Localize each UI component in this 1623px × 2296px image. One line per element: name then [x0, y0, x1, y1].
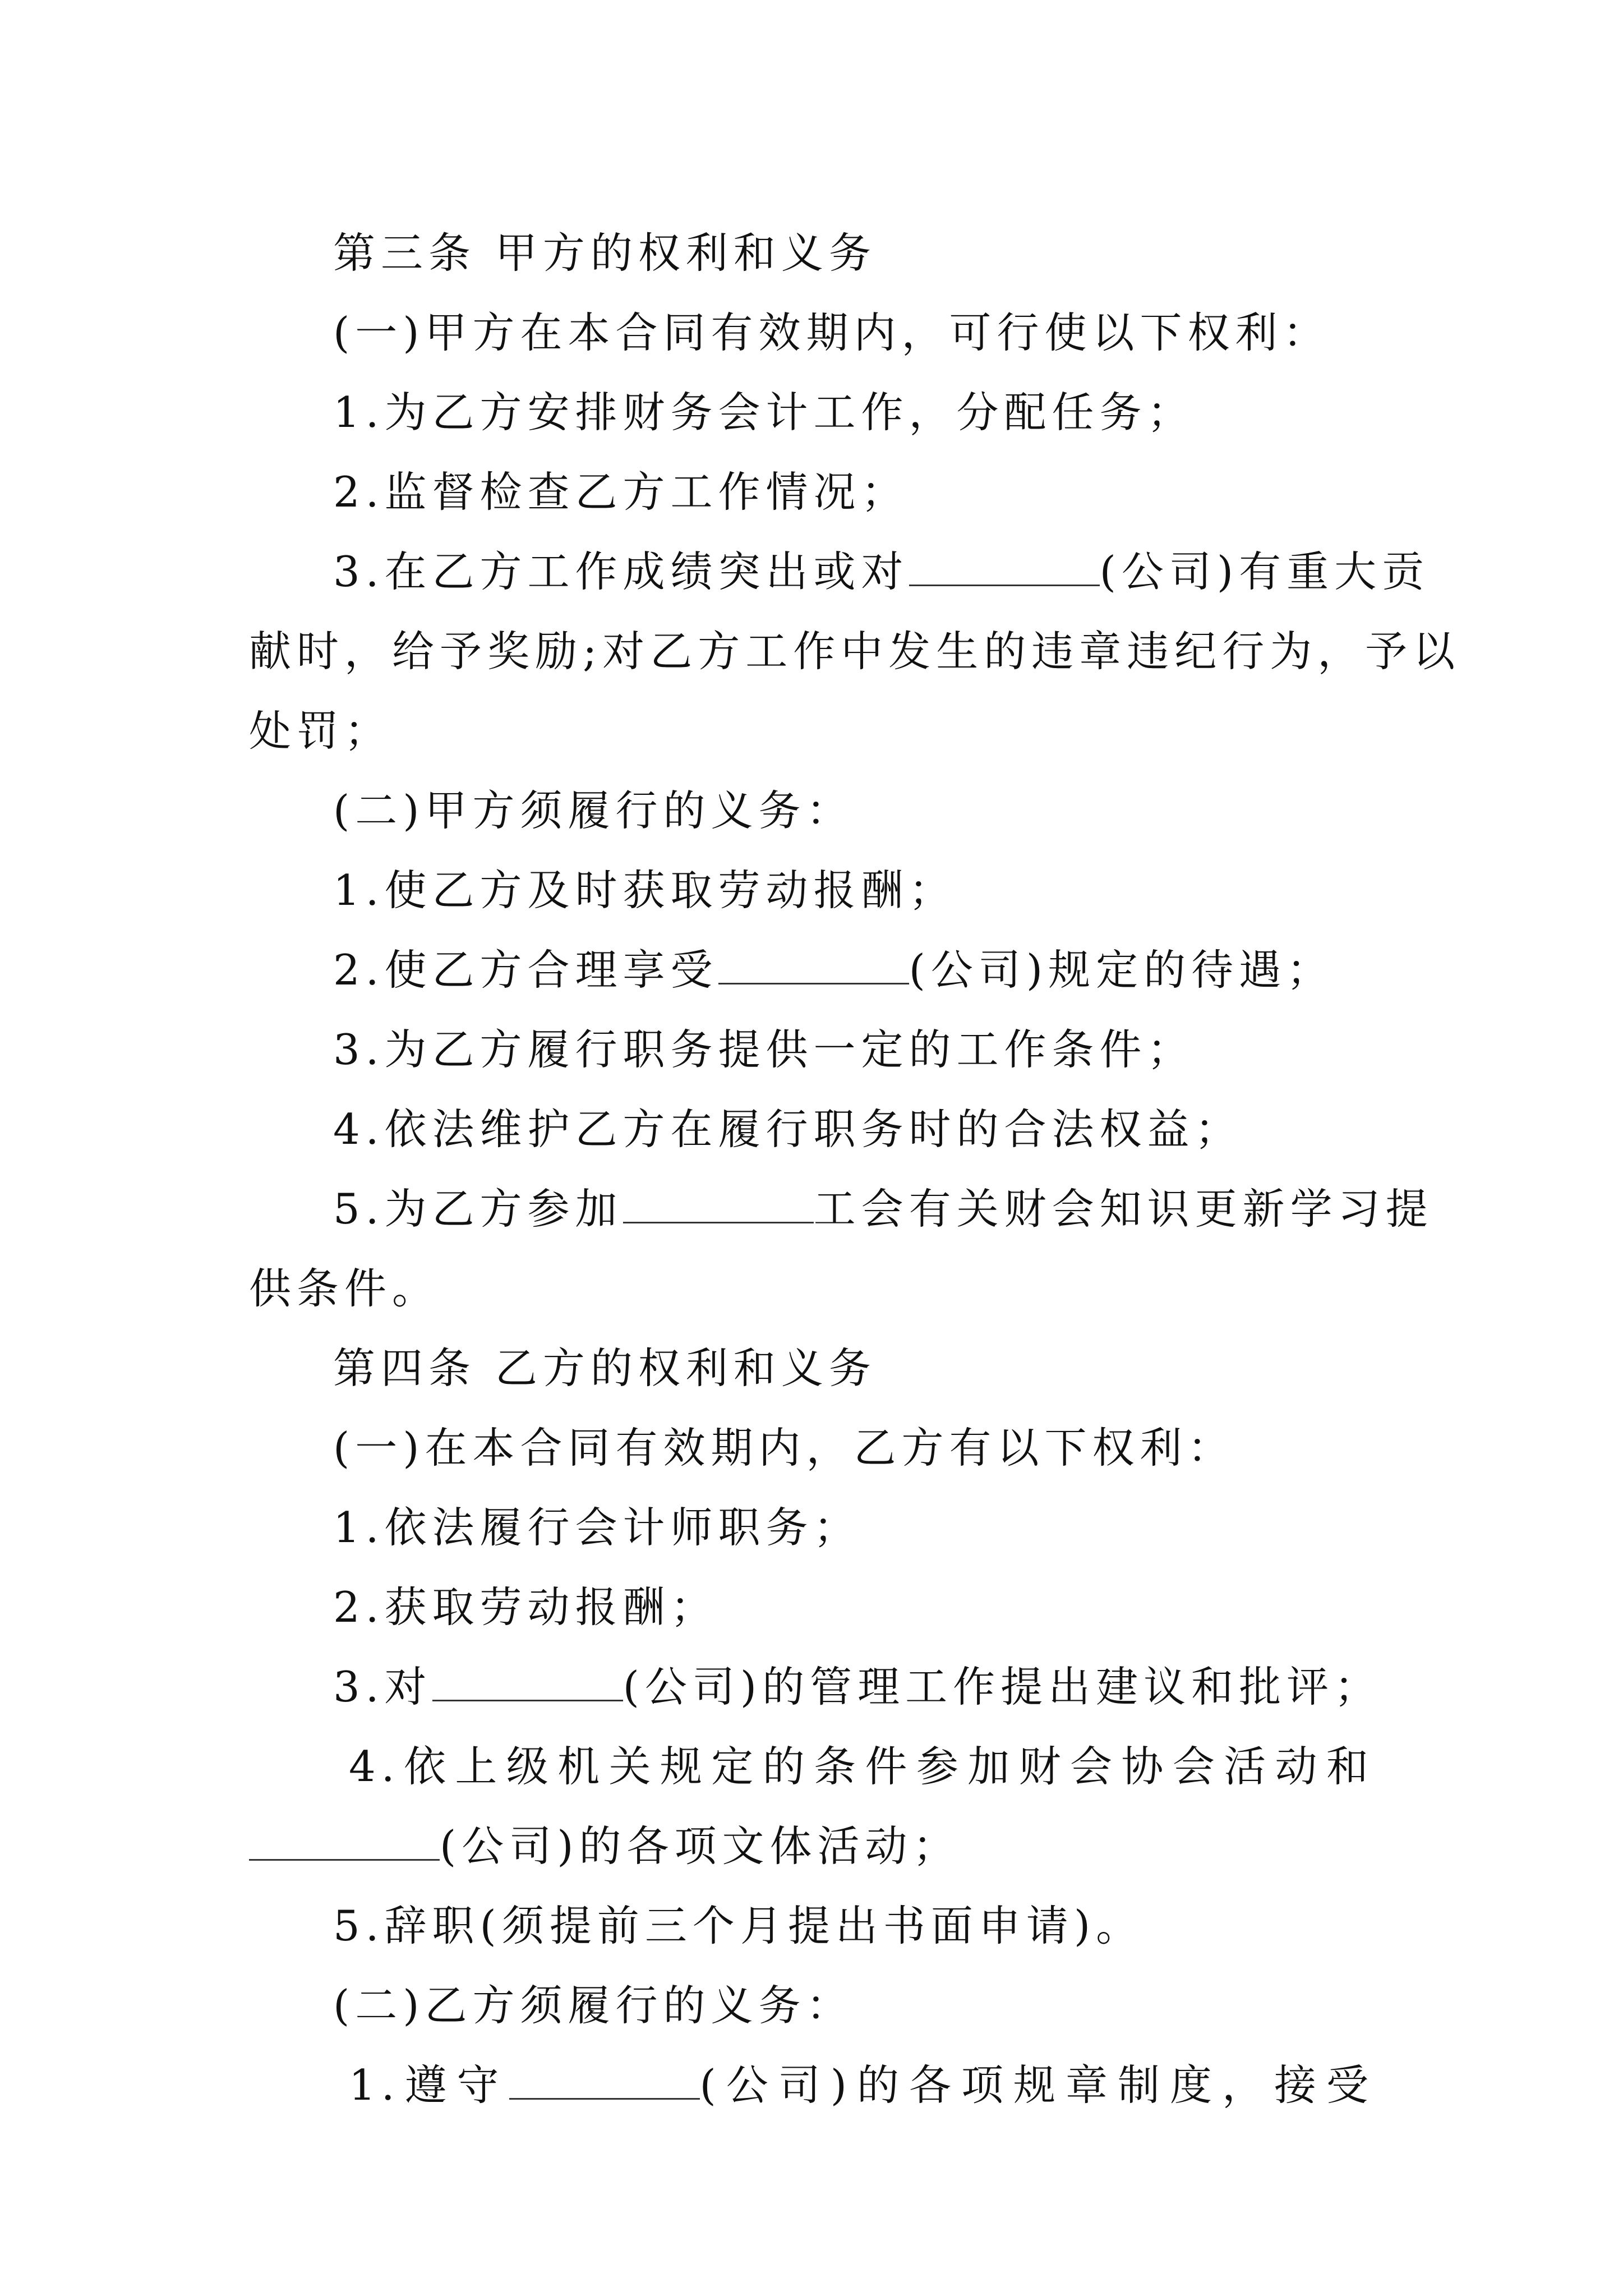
article-4-right-1: 1.依法履行会计师职务；	[333, 1503, 861, 1552]
article-4-right-3	[249, 1647, 1382, 1727]
text-segment: (公司)有重大贡	[1099, 547, 1430, 596]
fill-in-blank	[432, 1665, 623, 1701]
article-3-duty-3: 3.为乙方履行职务提供一定的工作条件；	[333, 1025, 1195, 1074]
article-3-right-3-line-3: 处罚；	[249, 706, 393, 756]
article-3-right-2: 2.监督检查乙方工作情况；	[333, 467, 909, 517]
article-3-duty-2	[249, 930, 1374, 1010]
text-segment: (公司)规定的待遇；	[909, 945, 1335, 995]
article-4-right-4-line-1: 4.依上级机关规定的条件参加财会协会活动和	[349, 1742, 1374, 1791]
fill-in-blank	[249, 1824, 440, 1861]
article-4-duty-1	[249, 2045, 1374, 2125]
text-segment: 工会有关财会知识更新学习提	[813, 1184, 1433, 1234]
article-3-title: 第三条 甲方的权利和义务	[333, 228, 877, 278]
text-segment: (公司)的管理工作提出建议和批评；	[623, 1662, 1382, 1711]
article-3-rights-heading: (一)甲方在本合同有效期内，可行使以下权利：	[333, 308, 1331, 357]
article-4-right-4-line-2	[249, 1806, 1374, 1886]
text-segment: (公司)的各项规章制度，接受	[699, 2060, 1374, 2110]
fill-in-blank	[909, 550, 1100, 586]
article-3-duty-4: 4.依法维护乙方在履行职务时的合法权益；	[333, 1105, 1243, 1154]
article-3-duties-heading: (二)甲方须履行的义务：	[333, 786, 854, 835]
text-segment: 1.遵守	[349, 2060, 509, 2110]
fill-in-blank	[509, 2063, 700, 2100]
article-3-right-3-line-2: 献时，给予奖励;对乙方工作中发生的违章违纪行为，予以	[249, 627, 1461, 676]
article-4-duties-heading: (二)乙方须履行的义务：	[333, 1981, 854, 2030]
article-3-duty-5-line-1	[249, 1169, 1433, 1249]
document-body	[249, 213, 1461, 2125]
article-4-title: 第四条 乙方的权利和义务	[333, 1343, 877, 1393]
article-4-right-2: 2.获取劳动报酬；	[333, 1582, 718, 1632]
text-segment: 3.在乙方工作成绩突出或对	[333, 547, 909, 596]
article-4-right-5: 5.辞职(须提前三个月提出书面申请)。	[333, 1901, 1144, 1950]
article-3-duty-5-line-2: 供条件。	[249, 1264, 440, 1313]
article-3-right-3-line-1	[249, 532, 1430, 611]
fill-in-blank	[718, 948, 909, 984]
article-3-right-1: 1.为乙方安排财务会计工作，分配任务；	[333, 388, 1195, 437]
text-segment: 5.为乙方参加	[333, 1184, 623, 1234]
text-segment: 3.对	[333, 1662, 432, 1711]
text-segment: 2.使乙方合理享受	[333, 945, 718, 995]
article-3-duty-1: 1.使乙方及时获取劳动报酬；	[333, 866, 957, 915]
fill-in-blank	[623, 1187, 814, 1223]
article-4-rights-heading: (一)在本合同有效期内，乙方有以下权利：	[333, 1423, 1235, 1473]
text-segment: (公司)的各项文体活动；	[440, 1821, 961, 1871]
